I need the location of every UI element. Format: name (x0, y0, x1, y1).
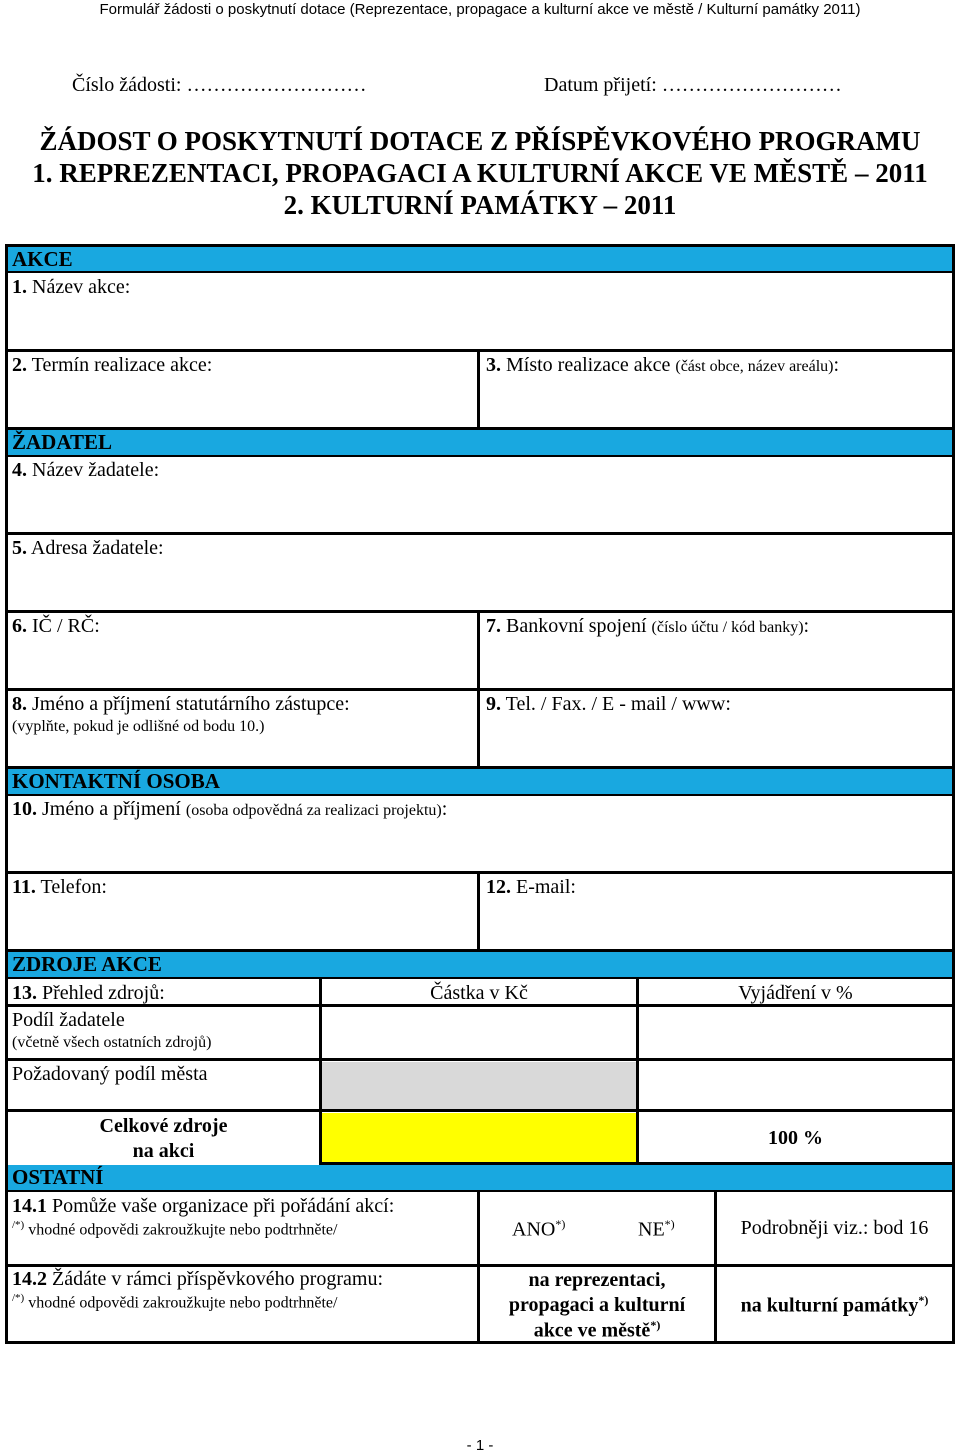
title-line-2: 1. REPREZENTACI, PROPAGACI A KULTURNÍ AKCE VE MĚSTĚ – 2011 (32, 158, 928, 188)
requested-share-amount-cell[interactable] (322, 1062, 636, 1109)
field-8-label[interactable]: 8. Jméno a příjmení statutárního zástupce: (12, 693, 350, 715)
border (5, 244, 955, 247)
section-band-zadatel (8, 430, 953, 455)
rule (5, 532, 955, 535)
section-akce: AKCE (12, 247, 73, 271)
option-cultural-monuments[interactable]: na kulturní památky*) (740, 1293, 929, 1317)
amount-column-header: Částka v Kč (430, 982, 528, 1004)
question-14-2-hint: /*) vhodné odpovědi zakroužkujte nebo podtrhněte/ (12, 1292, 338, 1312)
field-7-label[interactable]: 7. Bankovní spojení (číslo účtu / kód banky): (486, 615, 810, 637)
field-6-label[interactable]: 6. IČ / RČ: (12, 615, 100, 637)
rule (5, 871, 955, 874)
divider (477, 349, 480, 430)
rule (5, 1109, 955, 1112)
question-14-2: 14.2 Žádáte v rámci příspěvkového programu: (12, 1268, 383, 1290)
applicant-share-amount-cell[interactable] (322, 1007, 636, 1058)
rule (5, 977, 955, 979)
applicant-share-hint: (včetně všech ostatních zdrojů) (12, 1034, 212, 1051)
option-representation-line-3[interactable]: akce ve městě*) (533, 1318, 661, 1342)
field-4-label[interactable]: 4. Název žadatele: (12, 459, 160, 481)
rule (5, 349, 955, 352)
question-14-1: 14.1 Pomůže vaše organizace při pořádání akcí: (12, 1195, 395, 1217)
total-sources-label: Celkové zdroje (99, 1115, 228, 1137)
requested-share-percent-cell[interactable] (639, 1061, 952, 1109)
requested-share-label: Požadovaný podíl města (12, 1063, 208, 1085)
title-line-3: 2. KULTURNÍ PAMÁTKY – 2011 (283, 190, 677, 220)
received-date: Datum přijetí: ……………………… (544, 74, 842, 96)
rule (5, 427, 955, 430)
answer-ano[interactable]: ANO*) (512, 1217, 566, 1241)
option-representation-line-1[interactable]: na reprezentaci, (528, 1269, 666, 1291)
applicant-share-percent-cell[interactable] (639, 1007, 952, 1058)
section-ostatni: OSTATNÍ (12, 1165, 104, 1189)
sources-overview-label: 13. Přehled zdrojů: (12, 982, 165, 1004)
option-representation-line-2[interactable]: propagaci a kulturní (508, 1294, 686, 1316)
percent-column-header: Vyjádření v % (738, 982, 853, 1004)
rule (5, 1264, 955, 1267)
section-zdroje: ZDROJE AKCE (12, 952, 162, 976)
divider (319, 977, 322, 1165)
field-10-label[interactable]: 10. Jméno a příjmení (osoba odpovědná za realizaci projektu): (12, 798, 448, 820)
field-5-label[interactable]: 5. Adresa žadatele: (12, 537, 164, 559)
answer-ne[interactable]: NE*) (638, 1217, 675, 1241)
field-12-label[interactable]: 12. E-mail: (486, 876, 576, 898)
applicant-share-label: Podíl žadatele (12, 1009, 125, 1031)
page-header: Formulář žádosti o poskytnutí dotace (Reprezentace, propagace a kulturní akce ve městě / Kulturní památky 2011) (99, 1, 861, 18)
details-reference: Podrobněji viz.: bod 16 (740, 1217, 929, 1239)
rule (5, 610, 955, 613)
page-number: - 1 - (466, 1437, 494, 1454)
rule (5, 794, 955, 796)
section-kontakt: KONTAKTNÍ OSOBA (12, 769, 220, 793)
field-3-label[interactable]: 3. Místo realizace akce (část obce, název areálu): (486, 354, 840, 376)
field-8-hint: (vyplňte, pokud je odlišné od bodu 10.) (12, 718, 265, 735)
field-11-label[interactable]: 11. Telefon: (12, 876, 107, 898)
question-14-1-hint: /*) vhodné odpovědi zakroužkujte nebo podtrhněte/ (12, 1219, 338, 1239)
total-amount-cell[interactable] (322, 1113, 636, 1162)
field-1-label[interactable]: 1. Název akce: (12, 276, 131, 298)
section-zadatel: ŽADATEL (12, 430, 112, 454)
title-line-1: ŽÁDOST O POSKYTNUTÍ DOTACE Z PŘÍSPĚVKOVÉHO PROGRAMU (39, 126, 921, 156)
section-band-ostatni (8, 1165, 953, 1190)
field-2-label[interactable]: 2. Termín realizace akce: (12, 354, 213, 376)
divider (714, 1190, 717, 1343)
section-band-akce (8, 247, 953, 272)
field-9-label[interactable]: 9. Tel. / Fax. / E - mail / www: (486, 693, 731, 715)
total-percent: 100 % (768, 1127, 823, 1149)
rule (5, 455, 955, 457)
rule (5, 1190, 955, 1192)
divider (477, 871, 480, 952)
rule (5, 271, 955, 273)
request-number: Číslo žádosti: ……………………… (72, 74, 367, 96)
total-sources-label-2: na akci (132, 1140, 195, 1162)
rule (5, 688, 955, 691)
divider (477, 610, 480, 769)
